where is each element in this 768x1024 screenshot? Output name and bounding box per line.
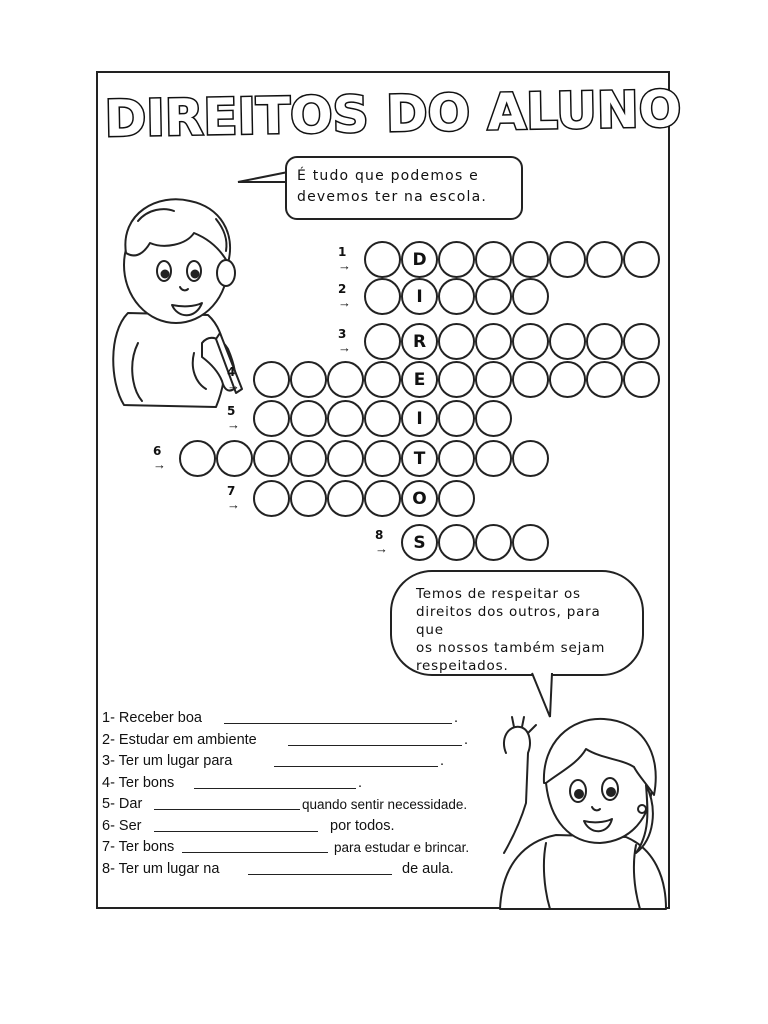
clue-text: 4- Ter bons xyxy=(102,774,175,791)
clue-number-2 xyxy=(338,278,360,315)
crossword-cell[interactable] xyxy=(290,480,327,517)
clue-tail: por todos. xyxy=(330,817,395,834)
crossword-cell[interactable] xyxy=(253,361,290,398)
clue-number-3 xyxy=(338,323,360,360)
clue-tail: . xyxy=(358,774,363,791)
bubble-top-line2: devemos ter na escola. xyxy=(297,189,488,205)
arrow-right-icon: → xyxy=(338,258,351,273)
row-number: 8 xyxy=(375,528,384,542)
bubble-top-line1: É tudo que podemos e xyxy=(297,168,479,184)
crossword-cell[interactable] xyxy=(623,323,660,360)
crossword-cell[interactable] xyxy=(438,278,475,315)
clue-number-1 xyxy=(338,241,360,278)
answer-blank[interactable] xyxy=(288,745,462,746)
clue-number-7 xyxy=(227,480,249,517)
row-number: 3 xyxy=(338,327,347,341)
crossword-cell[interactable] xyxy=(216,440,253,477)
crossword-cell[interactable] xyxy=(475,400,512,437)
bubble-bottom-line4: respeitados. xyxy=(416,658,509,674)
answer-blank[interactable] xyxy=(154,809,300,810)
answer-blank[interactable] xyxy=(182,852,328,853)
crossword-row-6 xyxy=(153,440,573,477)
crossword-row-3 xyxy=(338,323,668,360)
clue-tail: de aula. xyxy=(402,860,454,877)
arrow-right-icon: → xyxy=(338,340,351,355)
girl-illustration xyxy=(486,713,668,909)
clue-2 xyxy=(102,730,502,752)
clue-text: 1- Receber boa xyxy=(102,710,202,726)
crossword-row-1 xyxy=(338,241,668,278)
answer-blank[interactable] xyxy=(194,788,356,789)
crossword-cell[interactable] xyxy=(623,361,660,398)
bubble-bottom-line1: Temos de respeitar os xyxy=(416,586,581,602)
clue-text: 2- Estudar em ambiente xyxy=(102,731,257,748)
crossword-cell[interactable] xyxy=(438,480,475,517)
crossword-cell-key: I xyxy=(401,278,438,315)
answer-blank[interactable] xyxy=(274,766,438,767)
crossword-cell[interactable] xyxy=(364,400,401,437)
crossword-cell[interactable] xyxy=(512,524,549,561)
crossword-cell[interactable] xyxy=(512,440,549,477)
bubble-bottom-line3: os nossos também sejam xyxy=(416,640,606,656)
clue-tail: para estudar e brincar. xyxy=(334,840,470,855)
clue-3 xyxy=(102,751,502,773)
crossword-cell[interactable] xyxy=(475,278,512,315)
crossword-cell[interactable] xyxy=(475,361,512,398)
answer-blank[interactable] xyxy=(248,874,392,875)
arrow-right-icon: → xyxy=(153,457,166,472)
row-number: 1 xyxy=(338,245,347,259)
crossword-cell[interactable] xyxy=(623,241,660,278)
clue-text: 6- Ser xyxy=(102,817,142,834)
crossword-cell[interactable] xyxy=(549,361,586,398)
arrow-right-icon: → xyxy=(227,497,240,512)
crossword-row-5 xyxy=(227,400,527,437)
crossword-cell[interactable] xyxy=(290,400,327,437)
crossword-cell[interactable] xyxy=(438,524,475,561)
crossword-cell-key: D xyxy=(401,241,438,278)
row-number: 5 xyxy=(227,404,236,418)
crossword-cell-key: S xyxy=(401,524,438,561)
crossword-cell[interactable] xyxy=(364,241,401,278)
clue-tail: . xyxy=(440,753,445,769)
clue-list xyxy=(102,708,502,880)
crossword-cell[interactable] xyxy=(549,241,586,278)
clue-tail: . xyxy=(454,710,459,726)
crossword-cell[interactable] xyxy=(475,323,512,360)
crossword-cell[interactable] xyxy=(253,440,290,477)
crossword-cell[interactable] xyxy=(438,361,475,398)
crossword-row-7 xyxy=(227,480,487,517)
crossword-cell[interactable] xyxy=(364,323,401,360)
crossword-row-8 xyxy=(375,524,555,561)
arrow-right-icon: → xyxy=(227,378,240,393)
clue-number-5 xyxy=(227,400,249,437)
crossword-cell[interactable] xyxy=(512,361,549,398)
crossword-cell[interactable] xyxy=(438,400,475,437)
answer-blank[interactable] xyxy=(224,723,452,724)
clue-5 xyxy=(102,794,502,816)
crossword-cell[interactable] xyxy=(512,278,549,315)
worksheet-frame xyxy=(96,71,682,909)
clue-1 xyxy=(102,708,502,730)
arrow-right-icon: → xyxy=(227,417,240,432)
clue-6 xyxy=(102,816,502,838)
speech-bubble-bottom xyxy=(390,570,644,676)
crossword-cell-key: E xyxy=(401,361,438,398)
crossword-cell[interactable] xyxy=(364,440,401,477)
crossword-cell[interactable] xyxy=(475,440,512,477)
crossword-cell[interactable] xyxy=(179,440,216,477)
crossword-cell[interactable] xyxy=(586,361,623,398)
arrow-right-icon: → xyxy=(338,295,351,310)
speech-bubble-top xyxy=(285,156,523,220)
clue-number-4 xyxy=(227,361,249,398)
bubble-bottom-line2: direitos dos outros, para que xyxy=(416,604,601,638)
crossword-cell[interactable] xyxy=(438,440,475,477)
crossword-cell[interactable] xyxy=(475,241,512,278)
row-number: 6 xyxy=(153,444,162,458)
crossword-cell[interactable] xyxy=(549,323,586,360)
crossword-cell[interactable] xyxy=(438,241,475,278)
crossword-cell[interactable] xyxy=(512,323,549,360)
crossword-row-4 xyxy=(227,361,667,398)
crossword-cell[interactable] xyxy=(327,440,364,477)
crossword-cell[interactable] xyxy=(475,524,512,561)
crossword-cell[interactable] xyxy=(327,400,364,437)
crossword-cell-key: I xyxy=(401,400,438,437)
crossword-cell[interactable] xyxy=(364,278,401,315)
clue-tail: quando sentir necessidade. xyxy=(302,797,468,812)
crossword-cell-key: R xyxy=(401,323,438,360)
answer-blank[interactable] xyxy=(154,831,318,832)
crossword-cell-key: T xyxy=(401,440,438,477)
crossword-cell[interactable] xyxy=(253,480,290,517)
crossword-cell[interactable] xyxy=(290,361,327,398)
clue-number-8 xyxy=(375,524,397,561)
crossword-row-2 xyxy=(338,278,538,315)
crossword-cell[interactable] xyxy=(364,361,401,398)
clue-7 xyxy=(102,837,502,859)
crossword-cell[interactable] xyxy=(327,480,364,517)
clue-4 xyxy=(102,773,502,795)
row-number: 4 xyxy=(227,365,236,379)
clue-text: 8- Ter um lugar na xyxy=(102,860,220,877)
worksheet-title xyxy=(104,79,682,149)
crossword-cell-key: O xyxy=(401,480,438,517)
crossword-cell[interactable] xyxy=(438,323,475,360)
row-number: 2 xyxy=(338,282,347,296)
title-text: DIREITOS DO ALUNO xyxy=(104,79,682,149)
crossword-cell[interactable] xyxy=(364,480,401,517)
crossword-cell[interactable] xyxy=(290,440,327,477)
clue-8 xyxy=(102,859,502,881)
clue-text: 5- Dar xyxy=(102,796,143,812)
clue-text: 3- Ter um lugar para xyxy=(102,753,233,769)
crossword-cell[interactable] xyxy=(327,361,364,398)
clue-number-6 xyxy=(153,440,175,477)
clue-tail: . xyxy=(464,731,469,748)
crossword-cell[interactable] xyxy=(253,400,290,437)
arrow-right-icon: → xyxy=(375,541,388,556)
crossword-cell[interactable] xyxy=(512,241,549,278)
crossword-cell[interactable] xyxy=(586,241,623,278)
crossword-cell[interactable] xyxy=(586,323,623,360)
clue-text: 7- Ter bons xyxy=(102,839,175,855)
row-number: 7 xyxy=(227,484,236,498)
